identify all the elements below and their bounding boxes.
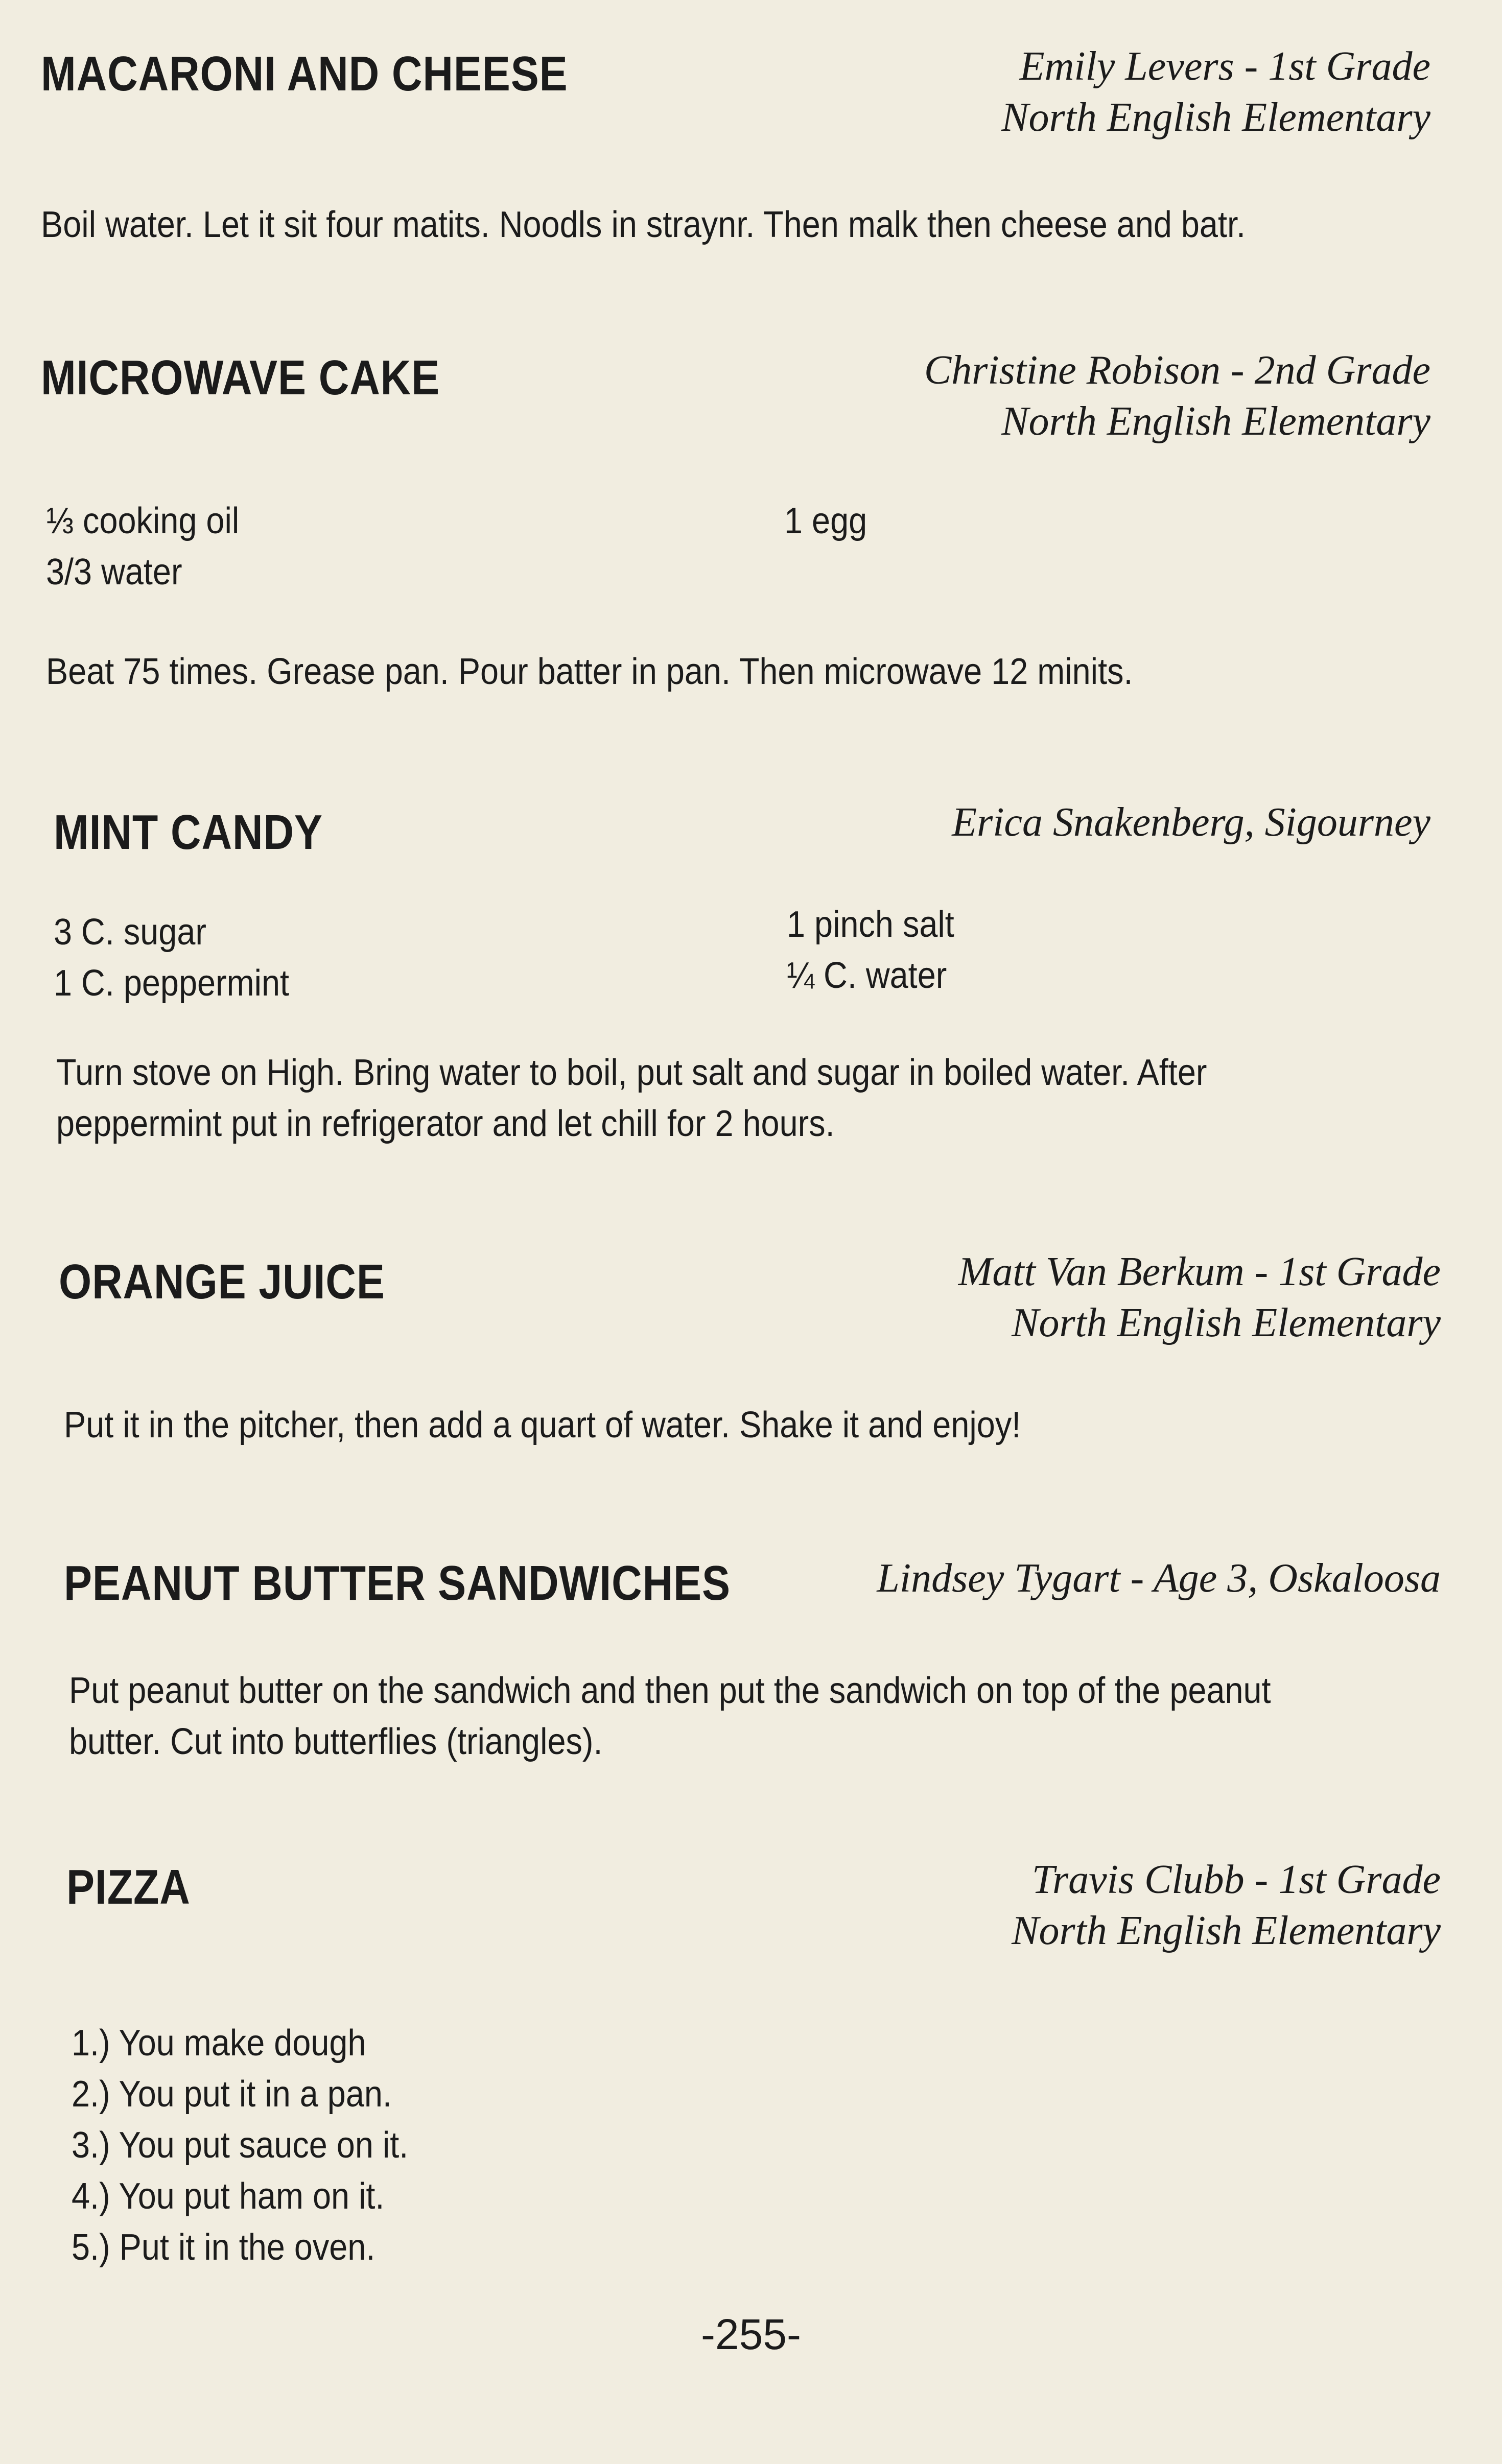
recipe-byline — [877, 1553, 1441, 1604]
recipe-byline — [924, 345, 1430, 447]
recipe-author: Erica Snakenberg, Sigourney — [952, 800, 1430, 845]
recipe-author: Travis Clubb - 1st Grade — [1031, 1857, 1441, 1902]
recipe-byline — [1012, 1854, 1441, 1956]
page-number: -255- — [700, 2310, 802, 2358]
directions-line: Put peanut butter on the sandwich and then put the sandwich on top of the peanut — [69, 1670, 1271, 1711]
step: 1.) You make dough — [72, 2023, 366, 2064]
recipe-school: North English Elementary — [1012, 1300, 1441, 1345]
ingredients-left — [46, 495, 239, 598]
recipe-title: PEANUT BUTTER SANDWICHES — [64, 1556, 731, 1610]
recipe-school: North English Elementary — [1012, 1908, 1441, 1953]
recipe-peanut-butter-sandwiches — [41, 1548, 1441, 1762]
recipe-microwave-cake — [41, 345, 1430, 713]
ingredients-left — [54, 907, 289, 1009]
recipe-directions — [56, 1047, 1436, 1149]
recipe-school: North English Elementary — [1001, 399, 1430, 444]
recipe-title: MACARONI AND CHEESE — [41, 46, 568, 101]
directions-line: butter. Cut into butterflies (triangles). — [69, 1721, 603, 1762]
pizza-steps — [72, 2018, 408, 2273]
recipe-pizza — [41, 1849, 1441, 2283]
recipe-directions — [69, 1665, 1448, 1767]
recipe-directions: Put it in the pitcher, then add a quart of water. Shake it and enjoy! — [64, 1405, 1021, 1446]
recipe-macaroni-and-cheese — [41, 41, 1430, 255]
recipe-byline — [1001, 41, 1430, 143]
step: 2.) You put it in a pan. — [72, 2074, 392, 2115]
ingredients-right — [787, 899, 954, 1001]
ingredient: 3 C. sugar — [54, 912, 206, 953]
directions-line: peppermint put in refrigerator and let chill for 2 hours. — [56, 1103, 835, 1144]
recipe-byline — [952, 797, 1430, 848]
recipe-title: ORANGE JUICE — [59, 1254, 385, 1309]
recipe-directions: Beat 75 times. Grease pan. Pour batter in pan. Then microwave 12 minits. — [46, 651, 1133, 692]
recipe-title: PIZZA — [66, 1860, 191, 1914]
step: 5.) Put it in the oven. — [72, 2227, 375, 2268]
recipe-school: North English Elementary — [1001, 95, 1430, 140]
ingredient: ⅓ cooking oil — [46, 501, 240, 541]
recipe-author: Matt Van Berkum - 1st Grade — [958, 1249, 1441, 1294]
ingredient: 3/3 water — [46, 552, 182, 593]
ingredient: 1 egg — [784, 501, 867, 541]
ingredient: 1 pinch salt — [787, 904, 954, 945]
step: 4.) You put ham on it. — [72, 2176, 385, 2217]
ingredient: ¼ C. water — [787, 955, 947, 996]
ingredient: 1 C. peppermint — [54, 963, 290, 1004]
recipe-mint-candy — [41, 797, 1430, 1154]
recipe-orange-juice — [41, 1246, 1441, 1461]
recipe-title: MICROWAVE CAKE — [41, 350, 440, 405]
recipe-byline — [958, 1246, 1441, 1348]
directions-line: Turn stove on High. Bring water to boil, put salt and sugar in boiled water. After — [56, 1052, 1207, 1093]
recipe-directions: Boil water. Let it sit four matits. Noodls in straynr. Then malk then cheese and batr. — [41, 204, 1246, 245]
recipe-author: Emily Levers - 1st Grade — [1019, 44, 1430, 89]
recipe-author: Lindsey Tygart - Age 3, Oskaloosa — [877, 1556, 1441, 1601]
recipe-author: Christine Robison - 2nd Grade — [924, 348, 1430, 393]
recipe-title: MINT CANDY — [54, 805, 323, 860]
ingredients-right — [784, 495, 867, 547]
step: 3.) You put sauce on it. — [72, 2125, 409, 2166]
